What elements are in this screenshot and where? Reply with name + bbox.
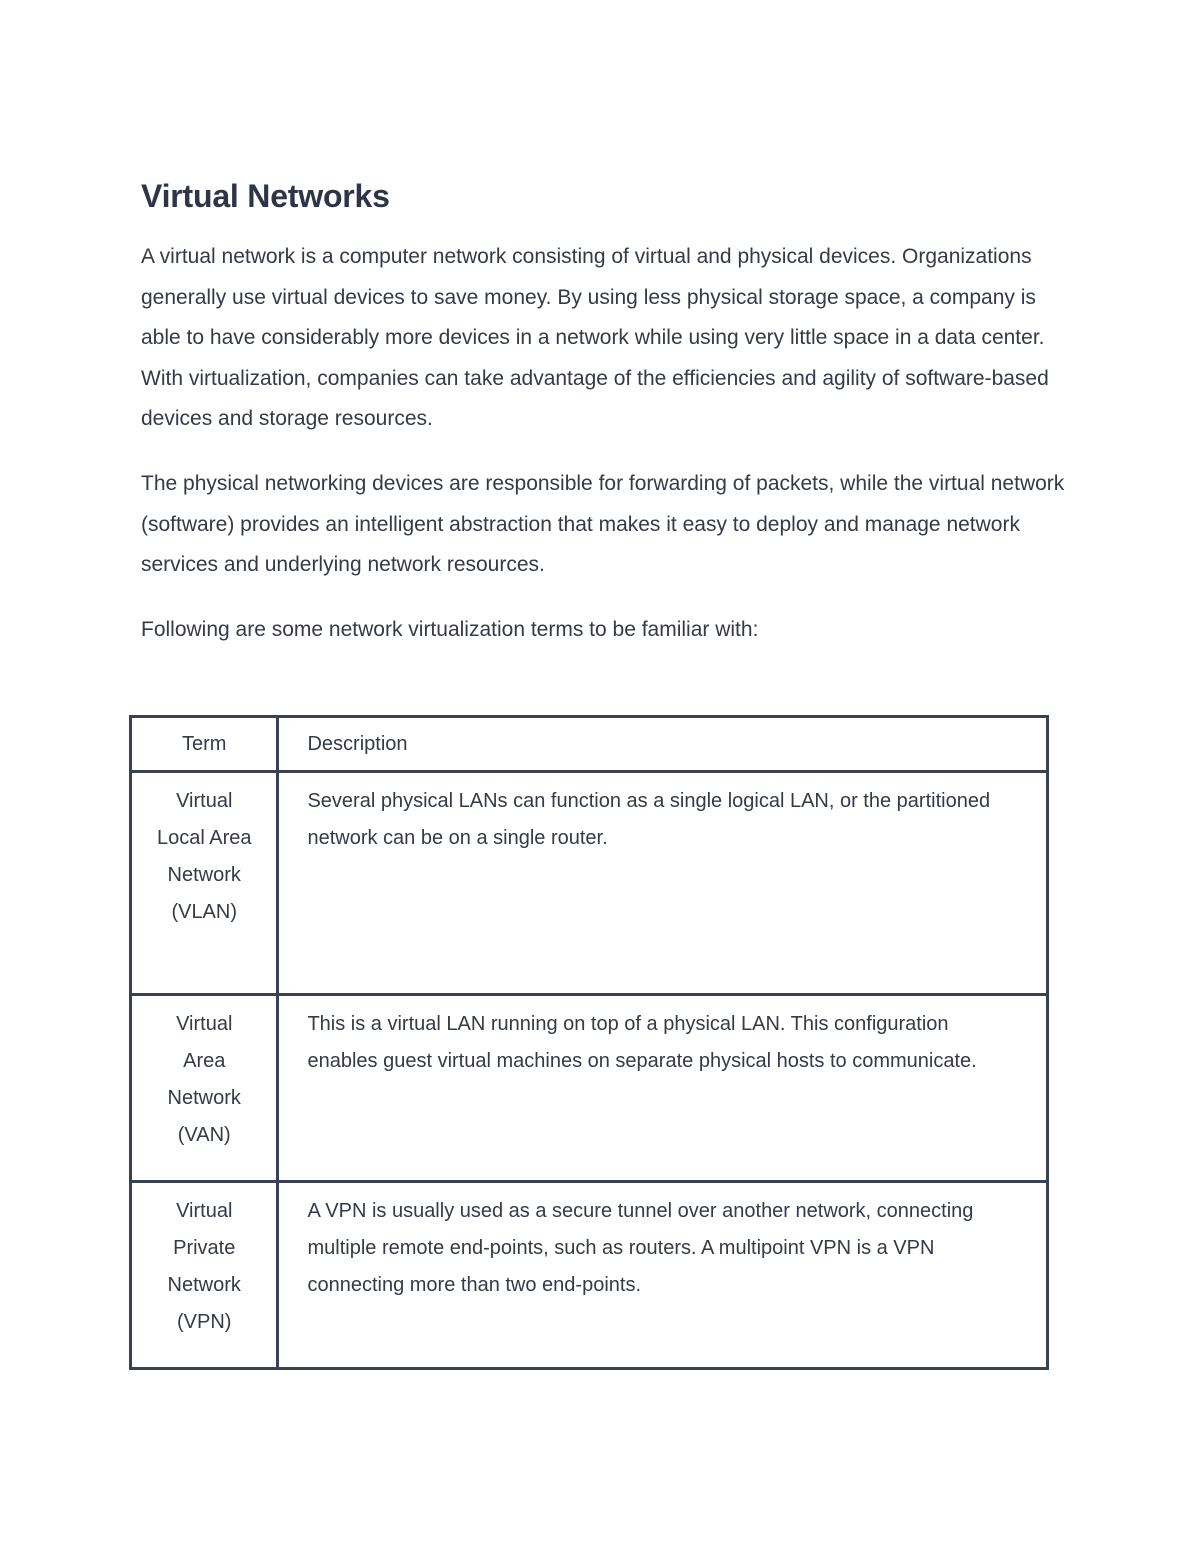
paragraph-terms-lead: Following are some network virtualization terms to be familiar with: xyxy=(141,617,759,641)
table-header-row xyxy=(131,717,1048,772)
description-cell: This is a virtual LAN running on top of a physical LAN. This configuration enables guest virtual machines on separate physical hosts to communicate. xyxy=(278,995,1048,1182)
paragraph-intro: A virtual network is a computer network consisting of virtual and physical devices. Organizations generally use virtual devices to save money. By using less physical storage space, a company is able to have considerably more devices in a network while using very little space in a data center. With virtualization, companies can take advantage of the efficiencies and agility of software-based devices and storage resources. xyxy=(141,245,1049,431)
table-row xyxy=(131,772,1048,995)
column-header-term: Term xyxy=(131,717,278,772)
table-row xyxy=(131,995,1048,1182)
document-body xyxy=(141,176,1071,650)
term-cell: Virtual Area Network (VAN) xyxy=(131,995,278,1182)
column-header-description: Description xyxy=(278,717,1048,772)
term-cell: Virtual Private Network (VPN) xyxy=(131,1182,278,1369)
description-cell: A VPN is usually used as a secure tunnel over another network, connecting multiple remote end-points, such as routers. A multipoint VPN is a VPN connecting more than two end-points. xyxy=(278,1182,1048,1369)
terms-table xyxy=(129,715,1049,1370)
paragraph-physical-devices: The physical networking devices are responsible for forwarding of packets, while the virtual network (software) provides an intelligent abstraction that makes it easy to deploy and manage network services and underlying network resources. xyxy=(141,471,1065,577)
page-title: Virtual Networks xyxy=(141,178,390,214)
table-row xyxy=(131,1182,1048,1369)
description-cell: Several physical LANs can function as a single logical LAN, or the partitioned network can be on a single router. xyxy=(278,772,1048,995)
term-cell: Virtual Local Area Network (VLAN) xyxy=(131,772,278,995)
